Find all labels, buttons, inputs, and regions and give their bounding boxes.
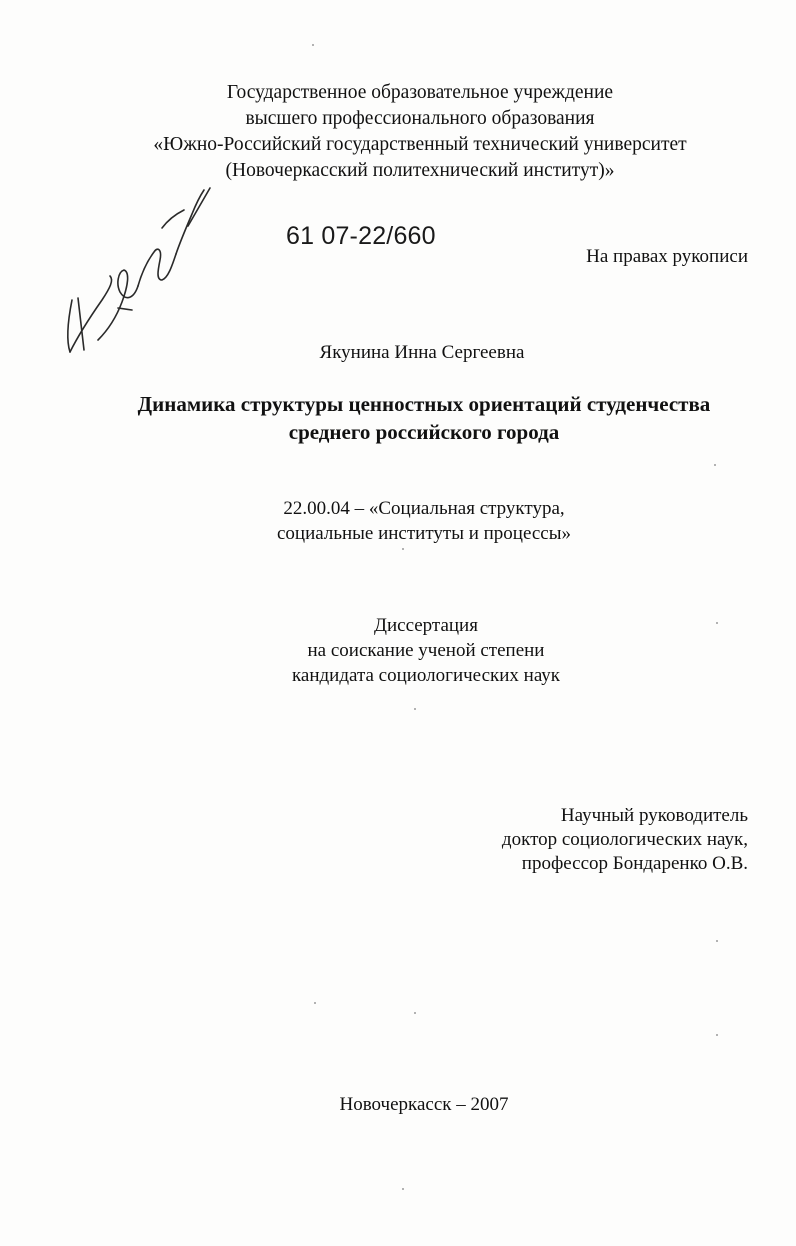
- degree-line: Диссертация: [374, 615, 478, 636]
- scan-speck: [402, 1188, 404, 1190]
- institution-line: Государственное образовательное учреждение: [226, 82, 614, 103]
- supervisor-line: профессор Бондаренко О.В.: [521, 853, 748, 874]
- title-line: среднего российского города: [288, 420, 560, 444]
- scan-speck: [414, 708, 416, 710]
- supervisor-line: Научный руководитель: [560, 805, 748, 826]
- scientific-supervisor: [502, 804, 748, 876]
- scan-speck: [402, 548, 404, 550]
- title-line: Динамика структуры ценностных ориентаций студенчества: [137, 392, 711, 416]
- scan-speck: [716, 1034, 718, 1036]
- scan-speck: [414, 1012, 416, 1014]
- degree-line: на соискание ученой степени: [307, 640, 545, 661]
- institution-line: «Южно-Российский государственный технический университет: [153, 134, 687, 155]
- dissertation-title: [26, 390, 796, 446]
- rights-note: На правах рукописи: [586, 246, 748, 267]
- handwritten-signature: [58, 180, 218, 360]
- specialty-line: социальные институты и процессы»: [276, 523, 572, 544]
- degree-statement: [28, 613, 796, 688]
- registration-stamp: 61 07-22/660: [286, 222, 436, 250]
- specialty-code: [26, 496, 796, 546]
- supervisor-line: доктор социологических наук,: [501, 829, 748, 850]
- specialty-line: 22.00.04 – «Социальная структура,: [283, 498, 565, 519]
- scan-speck: [312, 44, 314, 46]
- degree-line: кандидата социологических наук: [291, 665, 561, 686]
- institution-line: (Новочеркасский политехнический институт)»: [225, 160, 615, 181]
- scan-speck: [714, 464, 716, 466]
- author-name: Якунина Инна Сергеевна: [319, 342, 525, 363]
- institution-line: высшего профессионального образования: [245, 108, 595, 129]
- scan-speck: [716, 940, 718, 942]
- place-and-year: Новочеркасск – 2007: [339, 1094, 509, 1115]
- scan-speck: [314, 1002, 316, 1004]
- institution-header: [22, 80, 796, 184]
- scan-speck: [716, 622, 718, 624]
